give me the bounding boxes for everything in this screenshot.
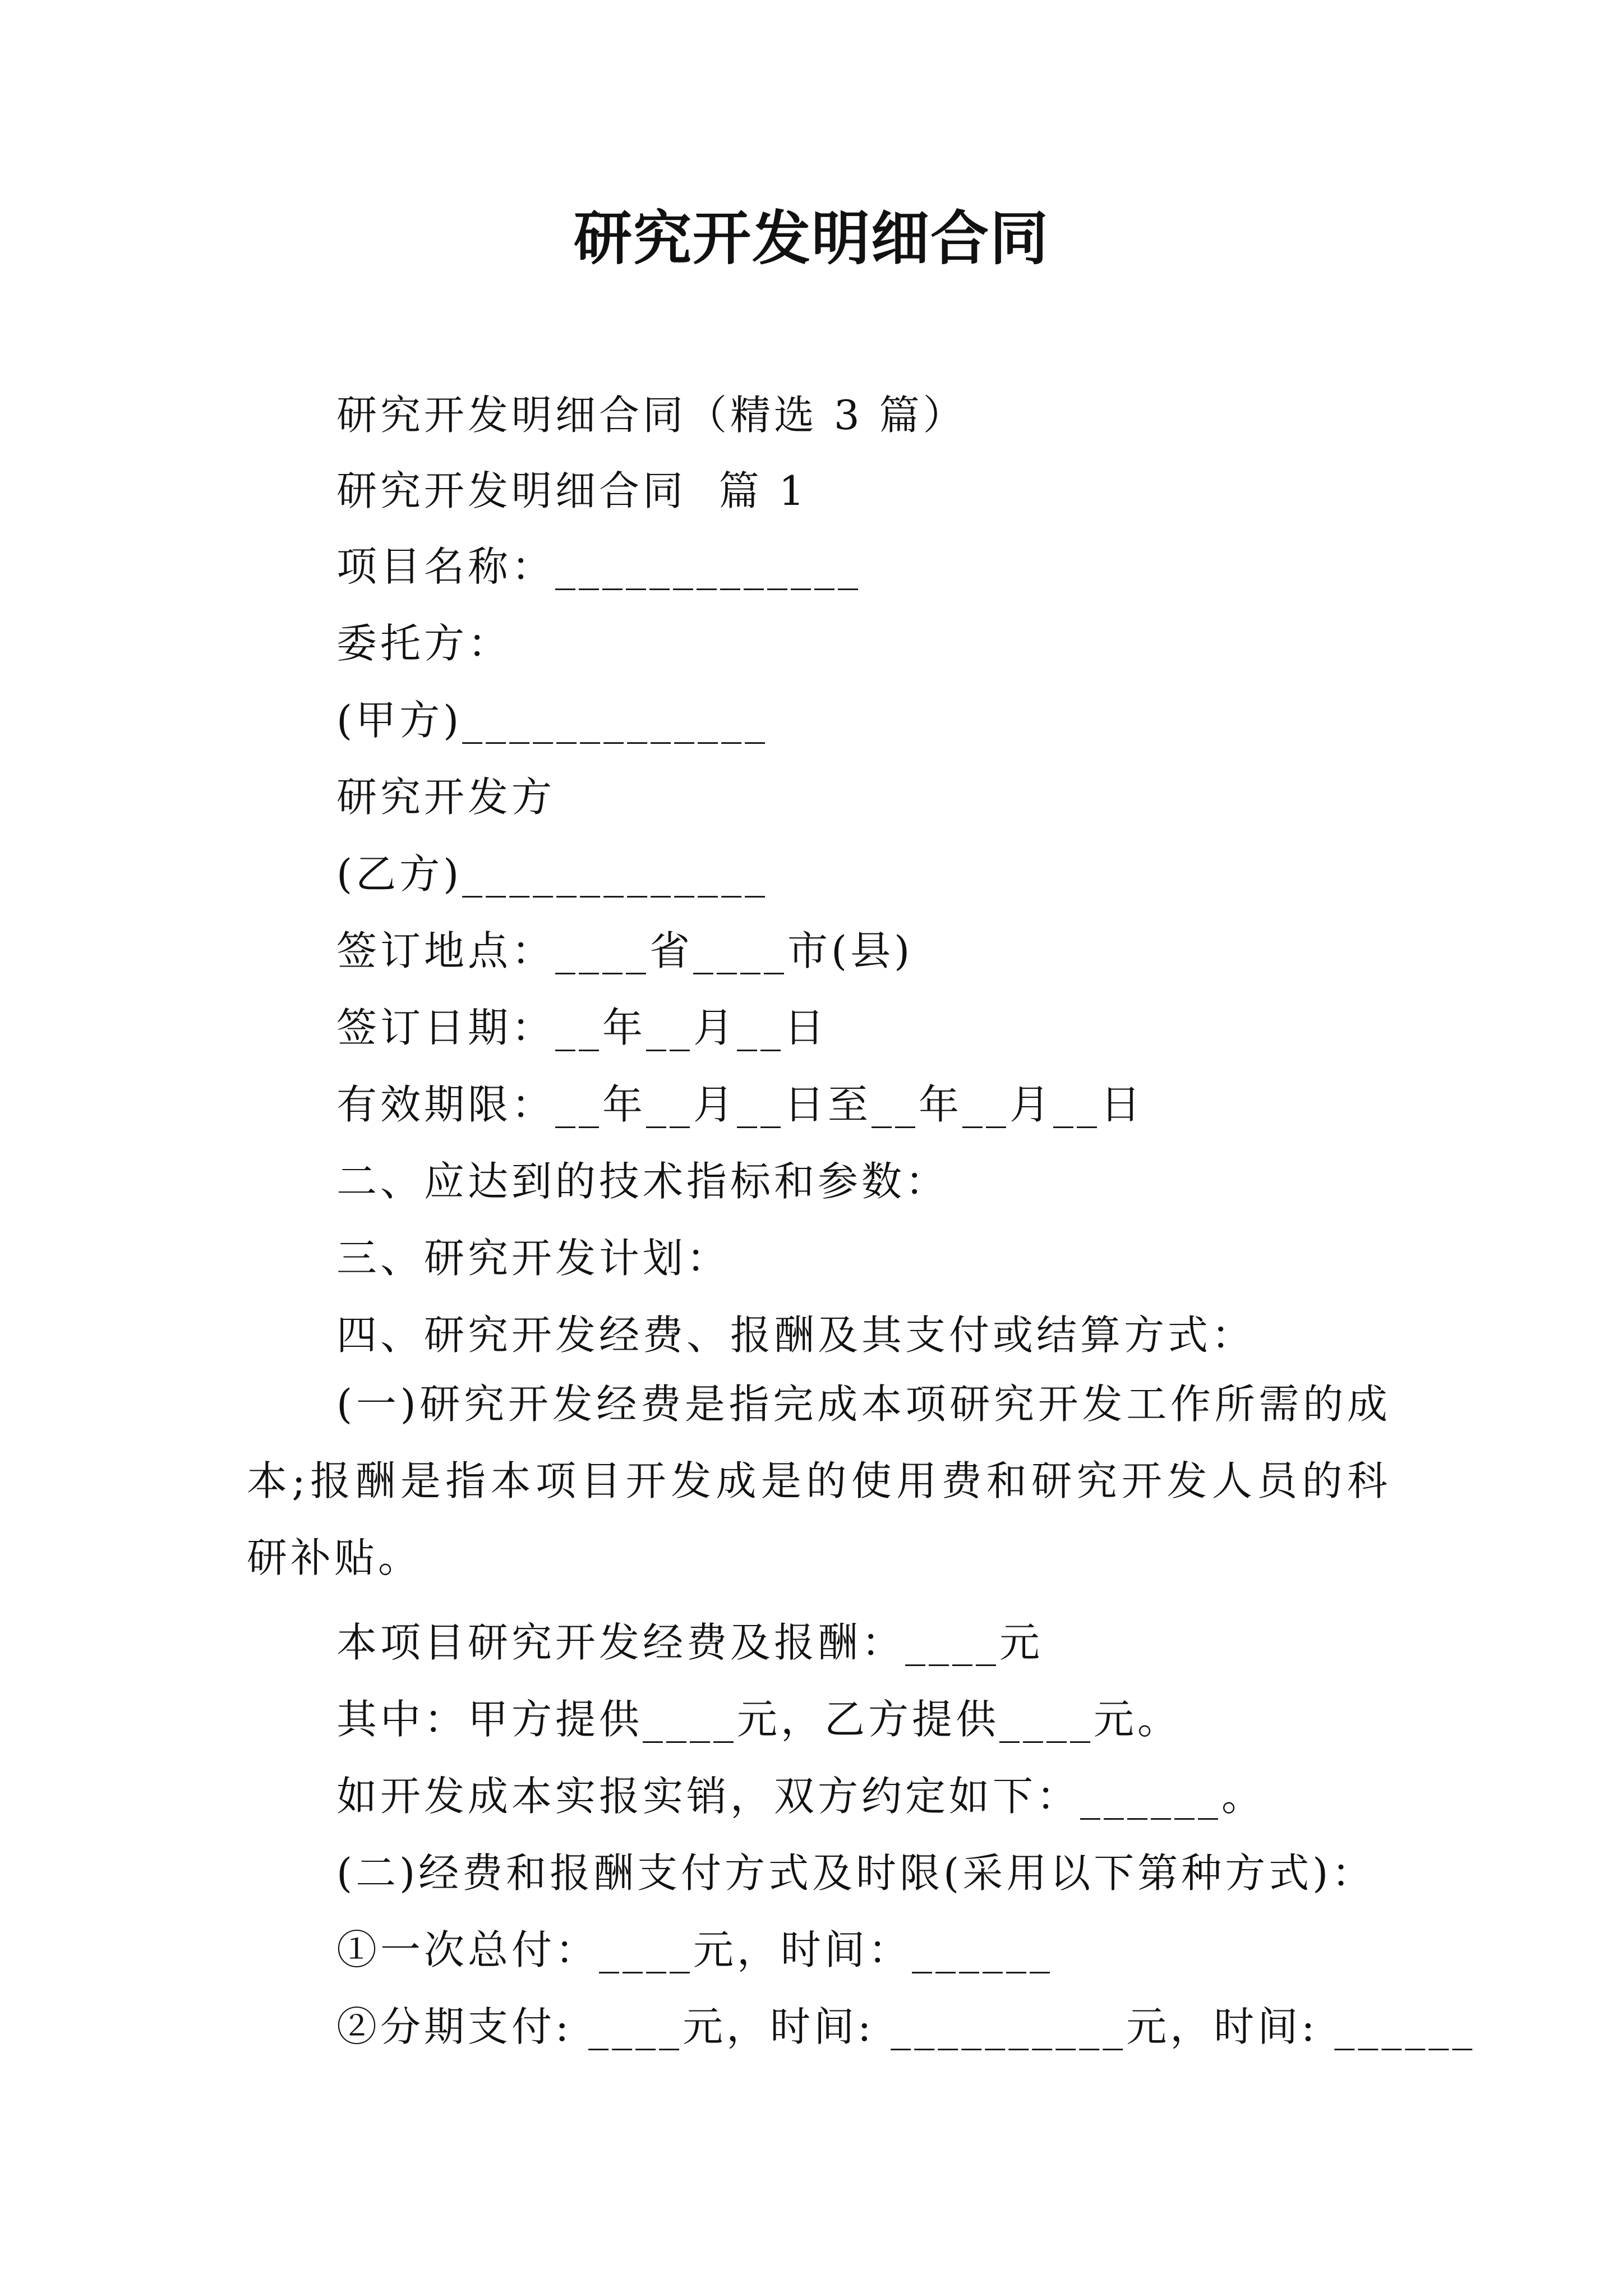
paragraph-funding-definition: (一)研究开发经费是指完成本项研究开发工作所需的成本;报酬是指本项目开发成是的使用费和研究开发人员的科研补贴。 [247, 1381, 1391, 1581]
field-validity-period: 有效期限：__年__月__日至__年__月__日 [336, 1081, 1145, 1128]
field-developer: 研究开发方 [336, 774, 556, 821]
field-actual-reimbursement: 如开发成本实报实销，双方约定如下：______。 [336, 1773, 1266, 1820]
section-payment-method: (二)经费和报酬支付方式及时限(采用以下第种方式)： [336, 1849, 1376, 1897]
field-party-a: (甲方)_____________ [336, 697, 769, 744]
section-technical-indicators: 二、应达到的技术指标和参数： [336, 1158, 949, 1205]
subtitle-selected-3: 研究开发明细合同（精选 3 篇） [336, 392, 967, 439]
document-title: 研究开发明细合同 [573, 204, 1049, 273]
field-project-name: 项目名称：_____________ [336, 543, 862, 590]
section-heading-part-1: 研究开发明细合同 篇 1 [336, 467, 808, 514]
option-installments: ②分期支付: ____元，时间: __________元，时间: ______ [336, 2003, 1476, 2050]
field-client: 委托方： [336, 620, 512, 667]
field-signing-date: 签订日期：__年__月__日 [336, 1004, 828, 1051]
option-lump-sum: ①一次总付：____元，时间：______ [336, 1926, 1054, 1973]
section-research-plan: 三、研究开发计划： [336, 1235, 731, 1282]
field-total-funding: 本项目研究开发经费及报酬：____元 [336, 1619, 1044, 1666]
field-funding-split: 其中：甲方提供____元，乙方提供____元。 [336, 1696, 1182, 1743]
field-party-b: (乙方)_____________ [336, 850, 769, 898]
field-signing-place: 签订地点：____省____市(县) [336, 927, 914, 974]
section-funding-payment: 四、研究开发经费、报酬及其支付或结算方式： [336, 1312, 1256, 1359]
